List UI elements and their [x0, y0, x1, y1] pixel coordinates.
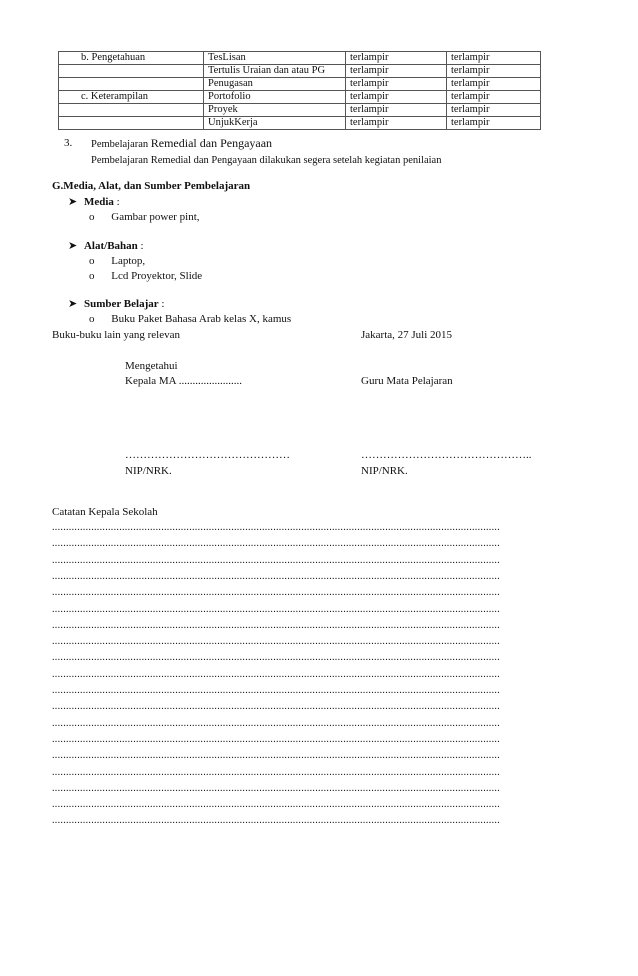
sumber-item-label: Buku Paket Bahasa Arab kelas X, kamus — [111, 313, 292, 325]
sumber-suffix: : — [158, 298, 165, 310]
status-cell: terlampir — [346, 91, 447, 104]
remedial-description: Pembelajaran Remedial dan Pengayaan dilakukan segera setelah kegiatan penilaian — [91, 155, 442, 166]
left-signature-line: ……………………………………… — [125, 449, 290, 461]
technique-cell: Proyek — [204, 104, 346, 117]
note-dotted-line: ................................................................................................................................................................ — [52, 717, 500, 729]
extra-source-line: Buku-buku lain yang relevan — [52, 329, 180, 341]
remedial-title-large: Remedial dan Pengayaan — [150, 136, 273, 150]
note-dotted-line: ................................................................................................................................................................ — [52, 570, 500, 582]
alat-suffix: : — [137, 240, 144, 252]
section-g-heading: G.Media, Alat, dan Sumber Pembelajaran — [52, 180, 251, 192]
alat-item-label: Lcd Proyektor, Slide — [111, 270, 203, 282]
table-row — [59, 52, 541, 65]
alat-bullet — [68, 240, 144, 253]
note-dotted-line: ................................................................................................................................................................ — [52, 652, 500, 664]
note-dotted-line: ................................................................................................................................................................ — [52, 799, 500, 811]
note-dotted-line: ................................................................................................................................................................ — [52, 619, 500, 631]
circle-bullet-icon: o — [89, 270, 95, 282]
alat-label: Alat/Bahan — [83, 240, 138, 252]
assessment-table — [58, 51, 541, 130]
category-cell — [59, 104, 204, 117]
status-cell: terlampir — [346, 104, 447, 117]
notes-label: Catatan Kepala Sekolah — [52, 506, 158, 518]
right-signature-line: ……………………………………….. — [361, 449, 532, 461]
technique-cell: TesLisan — [204, 52, 346, 65]
circle-bullet-icon: o — [89, 211, 95, 223]
status-cell: terlampir — [346, 65, 447, 78]
note-dotted-line: ................................................................................................................................................................ — [52, 554, 500, 566]
note-dotted-line: ................................................................................................................................................................ — [52, 522, 500, 533]
sumber-bullet — [68, 298, 164, 311]
table-row — [59, 78, 541, 91]
technique-cell: Portofolio — [204, 91, 346, 104]
remedial-title-small: Pembelajaran — [91, 139, 151, 150]
table-row — [59, 117, 541, 130]
circle-bullet-icon: o — [89, 313, 95, 325]
media-suffix: : — [113, 196, 120, 208]
left-signature-title: Kepala MA ....................... — [125, 375, 243, 387]
status-cell: terlampir — [447, 104, 541, 117]
category-cell: c. Keterampilan — [59, 91, 204, 104]
status-cell: terlampir — [447, 91, 541, 104]
status-cell: terlampir — [447, 78, 541, 91]
right-signature-title: Guru Mata Pelajaran — [361, 375, 453, 387]
right-nip: NIP/NRK. — [361, 465, 408, 477]
sumber-item — [89, 313, 291, 326]
left-nip: NIP/NRK. — [125, 465, 172, 477]
category-cell: b. Pengetahuan — [59, 52, 204, 65]
alat-item — [89, 270, 202, 283]
category-cell — [59, 65, 204, 78]
alat-item-label: Laptop, — [111, 255, 146, 267]
left-signature-heading: Mengetahui — [125, 360, 178, 372]
media-item — [89, 211, 200, 224]
table-row — [59, 65, 541, 78]
note-dotted-line: ................................................................................................................................................................ — [52, 685, 500, 696]
media-item-label: Gambar power pint, — [111, 211, 200, 223]
table-row — [59, 104, 541, 117]
status-cell: terlampir — [346, 52, 447, 65]
note-dotted-line: ................................................................................................................................................................ — [52, 701, 500, 713]
note-dotted-line: ................................................................................................................................................................ — [52, 668, 500, 680]
note-dotted-line: ................................................................................................................................................................ — [52, 587, 500, 599]
media-label: Media — [83, 196, 114, 208]
note-dotted-line: ................................................................................................................................................................ — [52, 750, 500, 762]
alat-item — [89, 255, 145, 268]
status-cell: terlampir — [346, 78, 447, 91]
circle-bullet-icon: o — [89, 255, 95, 267]
technique-cell: Penugasan — [204, 78, 346, 91]
remedial-title — [91, 136, 272, 152]
note-dotted-line: ................................................................................................................................................................ — [52, 538, 500, 550]
sumber-label: Sumber Belajar — [83, 298, 159, 310]
note-dotted-line: ................................................................................................................................................................ — [52, 766, 500, 778]
note-dotted-line: ................................................................................................................................................................ — [52, 782, 500, 794]
arrow-bullet-icon: ➤ — [68, 298, 78, 310]
category-cell — [59, 78, 204, 91]
status-cell: terlampir — [447, 65, 541, 78]
media-bullet — [68, 196, 120, 209]
table-row — [59, 91, 541, 104]
status-cell: terlampir — [346, 117, 447, 130]
arrow-bullet-icon: ➤ — [68, 240, 78, 252]
place-date: Jakarta, 27 Juli 2015 — [361, 329, 453, 341]
category-cell — [59, 117, 204, 130]
note-dotted-line: ................................................................................................................................................................ — [52, 603, 500, 615]
note-dotted-line: ................................................................................................................................................................ — [52, 733, 500, 745]
status-cell: terlampir — [447, 52, 541, 65]
status-cell: terlampir — [447, 117, 541, 130]
technique-cell: Tertulis Uraian dan atau PG — [204, 65, 346, 78]
note-dotted-line: ................................................................................................................................................................ — [52, 636, 500, 648]
note-dotted-line: ................................................................................................................................................................ — [52, 815, 500, 827]
technique-cell: UnjukKerja — [204, 117, 346, 130]
remedial-number: 3. — [64, 137, 73, 149]
arrow-bullet-icon: ➤ — [68, 196, 78, 208]
